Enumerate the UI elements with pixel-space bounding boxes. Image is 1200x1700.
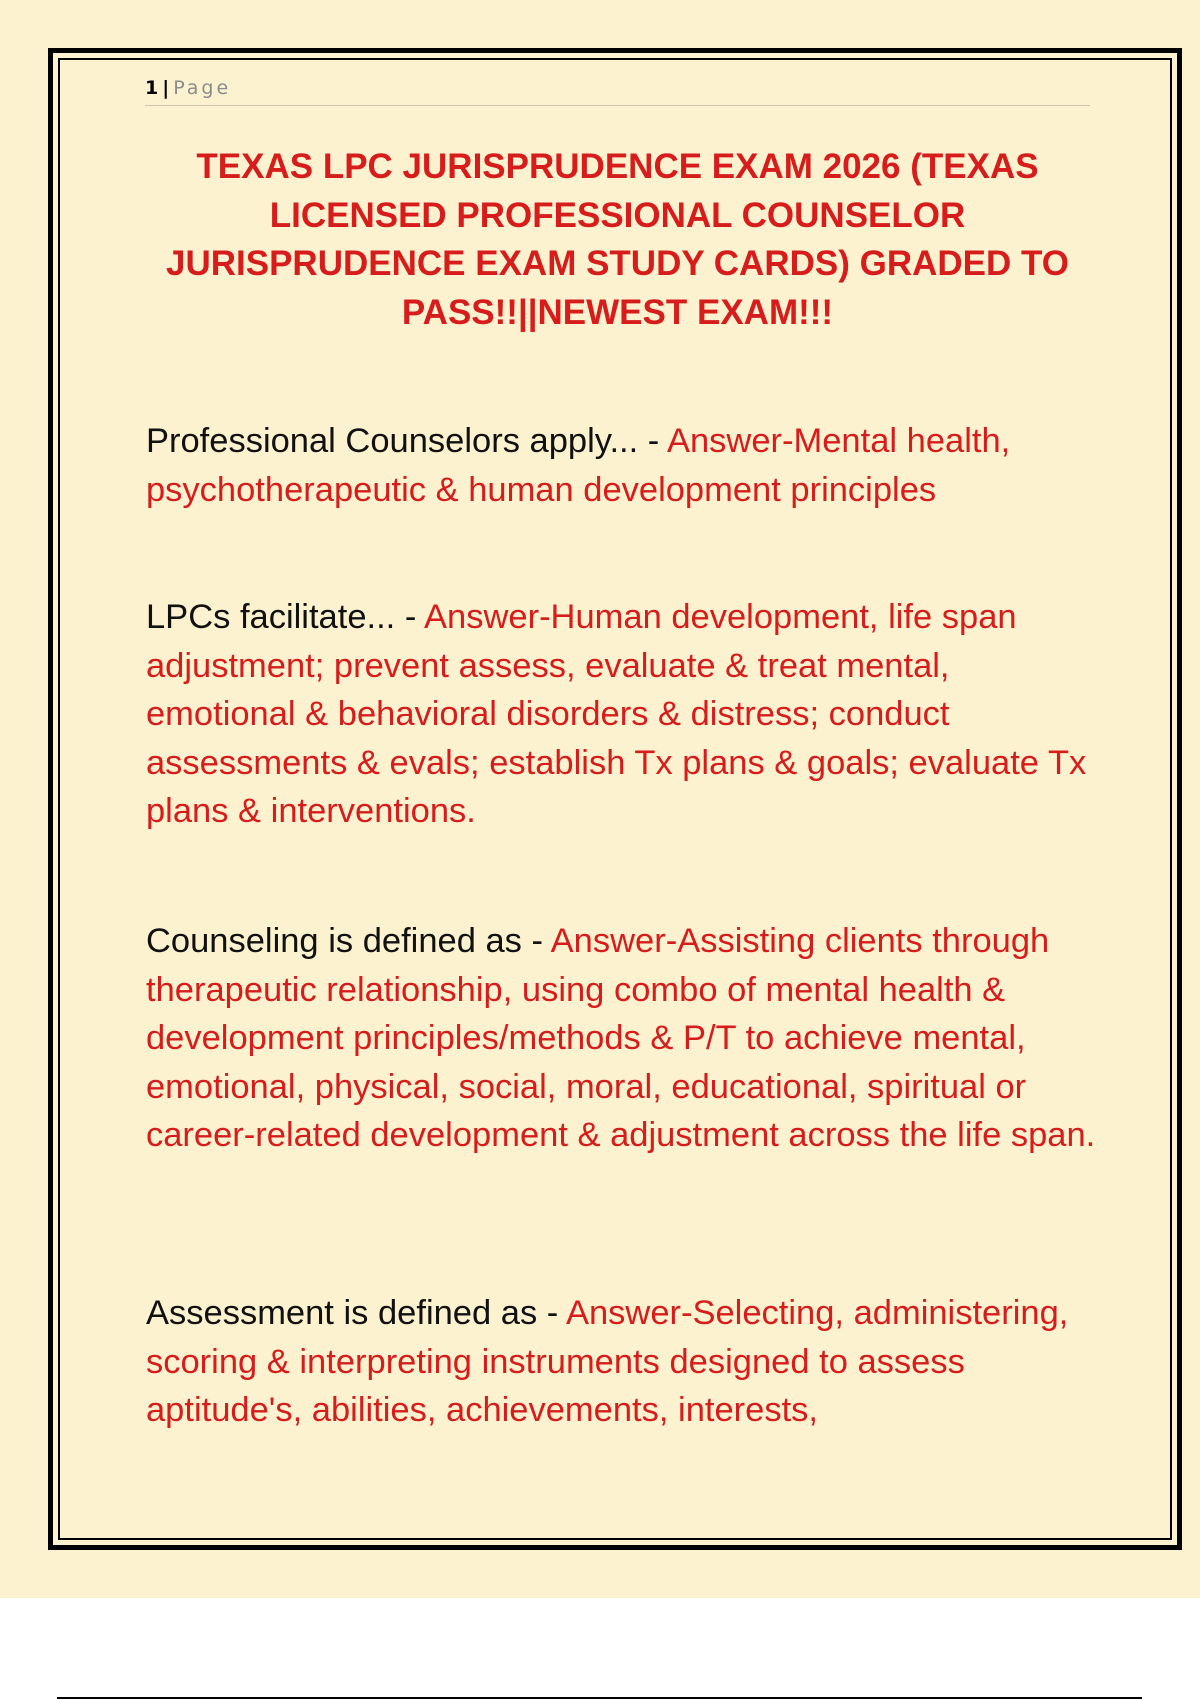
flashcard-question: Counseling is defined as - [146, 922, 551, 960]
flashcard-2 [146, 593, 1096, 836]
page-header [145, 74, 1090, 106]
page-separator: | [162, 77, 170, 99]
flashcard-4 [146, 1289, 1096, 1435]
document-title: TEXAS LPC JURISPRUDENCE EXAM 2026 (TEXAS LICENSED PROFESSIONAL COUNSELOR JURISPRUDENCE EXAM STUDY CARDS) GRADED TO PASS!!||NEWEST EXAM!!! [166, 147, 1069, 332]
flashcard-answer: Answer-Assisting clients through therapeutic relationship, using combo of mental health & development principles/methods & P/T to achieve mental, emotional, physical, social, moral, educational, spiritual or career-related development & adjustment across the life span. [146, 922, 1096, 1154]
page-number: 1 [145, 77, 159, 99]
flashcard-question: Assessment is defined as - [146, 1294, 566, 1332]
flashcard-question: Professional Counselors apply... - [146, 422, 667, 460]
flashcard-answer: Answer-Human development, life span adjustment; prevent assess, evaluate & treat mental, emotional & behavioral disorders & distress; conduct assessments & evals; establish Tx plans & goals; evaluate Tx plans & interventions. [146, 598, 1087, 830]
flashcard-answer: Answer-Mental health, psychotherapeutic & human development principles [146, 422, 1011, 509]
flashcard-3 [146, 917, 1096, 1160]
flashcard-question: LPCs facilitate... - [146, 598, 425, 636]
bottom-divider [57, 1697, 1142, 1699]
page-label: Page [173, 77, 232, 99]
flashcard-1 [146, 417, 1096, 514]
flashcard-answer: Answer-Selecting, administering, scoring & interpreting instruments designed to assess aptitude's, abilities, achievements, interests, [146, 1294, 1069, 1429]
